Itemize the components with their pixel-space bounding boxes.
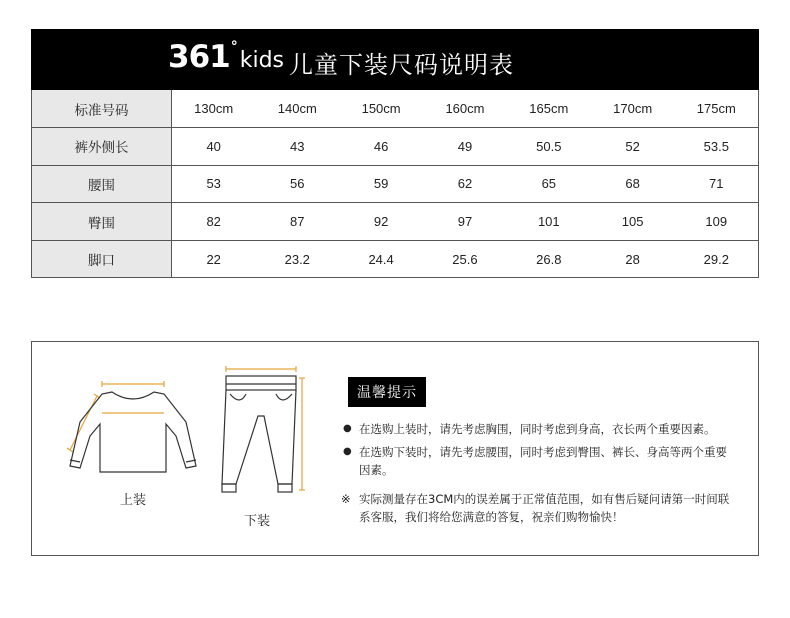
bullet-dot-icon: ●: [343, 423, 352, 434]
tip-note-text: 实际测量存在3CM内的误差属于正常值范围，如有售后疑问请第一时间联系客服，我们将给您满意的答复，祝亲们购物愉快！: [359, 492, 730, 524]
table-cell: 29.2: [675, 240, 759, 278]
table-cell: 71: [675, 165, 759, 203]
table-cell: 150cm: [339, 90, 423, 128]
table-row: [32, 240, 759, 278]
tip-text-top: 在选购上装时，请先考虑胸围，同时考虑到身高，衣长两个重要因素。: [359, 422, 716, 436]
table-cell: 87: [255, 203, 339, 241]
header-banner: [31, 29, 759, 90]
table-cell: 23.2: [255, 240, 339, 278]
table-cell: 40: [172, 128, 256, 166]
tip-text-bottom: 在选购下装时，请先考虑腰围，同时考虑到臀围、裤长、身高等两个重要因素。: [359, 445, 727, 477]
pants-garment-icon: [212, 366, 322, 496]
row-label: 脚口: [32, 240, 172, 278]
table-cell: 68: [591, 165, 675, 203]
tip-item-top: [343, 420, 739, 438]
row-label: 标准号码: [32, 90, 172, 128]
table-row: [32, 165, 759, 203]
table-cell: 109: [675, 203, 759, 241]
table-cell: 82: [172, 203, 256, 241]
table-cell: 25.6: [423, 240, 507, 278]
table-cell: 52: [591, 128, 675, 166]
brand-number: 361: [168, 39, 230, 75]
tips-badge: 温馨提示: [348, 377, 426, 407]
table-cell: 53: [172, 165, 256, 203]
table-cell: 59: [339, 165, 423, 203]
table-cell: 22: [172, 240, 256, 278]
note-mark-icon: ※: [341, 492, 351, 506]
table-row: [32, 203, 759, 241]
tip-note: [341, 490, 737, 526]
table-cell: 105: [591, 203, 675, 241]
table-cell: 62: [423, 165, 507, 203]
brand-logo: [168, 39, 284, 79]
table-cell: 165cm: [507, 90, 591, 128]
row-label: 裤外侧长: [32, 128, 172, 166]
brand-suffix: kids: [239, 48, 284, 73]
table-cell: 43: [255, 128, 339, 166]
bottom-garment-label: 下装: [244, 514, 271, 529]
table-cell: 160cm: [423, 90, 507, 128]
top-garment-label: 上装: [120, 493, 147, 508]
table-cell: 56: [255, 165, 339, 203]
table-cell: 92: [339, 203, 423, 241]
table-cell: 140cm: [255, 90, 339, 128]
table-cell: 46: [339, 128, 423, 166]
table-cell: 175cm: [675, 90, 759, 128]
table-cell: 65: [507, 165, 591, 203]
table-row: [32, 90, 759, 128]
row-label: 腰围: [32, 165, 172, 203]
table-cell: 26.8: [507, 240, 591, 278]
table-cell: 130cm: [172, 90, 256, 128]
top-garment-icon: [60, 376, 200, 486]
brand-degree: °: [230, 39, 238, 55]
table-row: [32, 128, 759, 166]
table-cell: 24.4: [339, 240, 423, 278]
size-table: [31, 90, 759, 278]
row-label: 臀围: [32, 203, 172, 241]
table-cell: 101: [507, 203, 591, 241]
tip-item-bottom: [343, 443, 729, 479]
tips-panel: [31, 341, 759, 556]
table-cell: 49: [423, 128, 507, 166]
table-cell: 170cm: [591, 90, 675, 128]
page-title: 儿童下装尺码说明表: [289, 51, 514, 79]
table-cell: 97: [423, 203, 507, 241]
table-cell: 28: [591, 240, 675, 278]
bullet-dot-icon: ●: [343, 446, 352, 457]
table-cell: 50.5: [507, 128, 591, 166]
table-cell: 53.5: [675, 128, 759, 166]
